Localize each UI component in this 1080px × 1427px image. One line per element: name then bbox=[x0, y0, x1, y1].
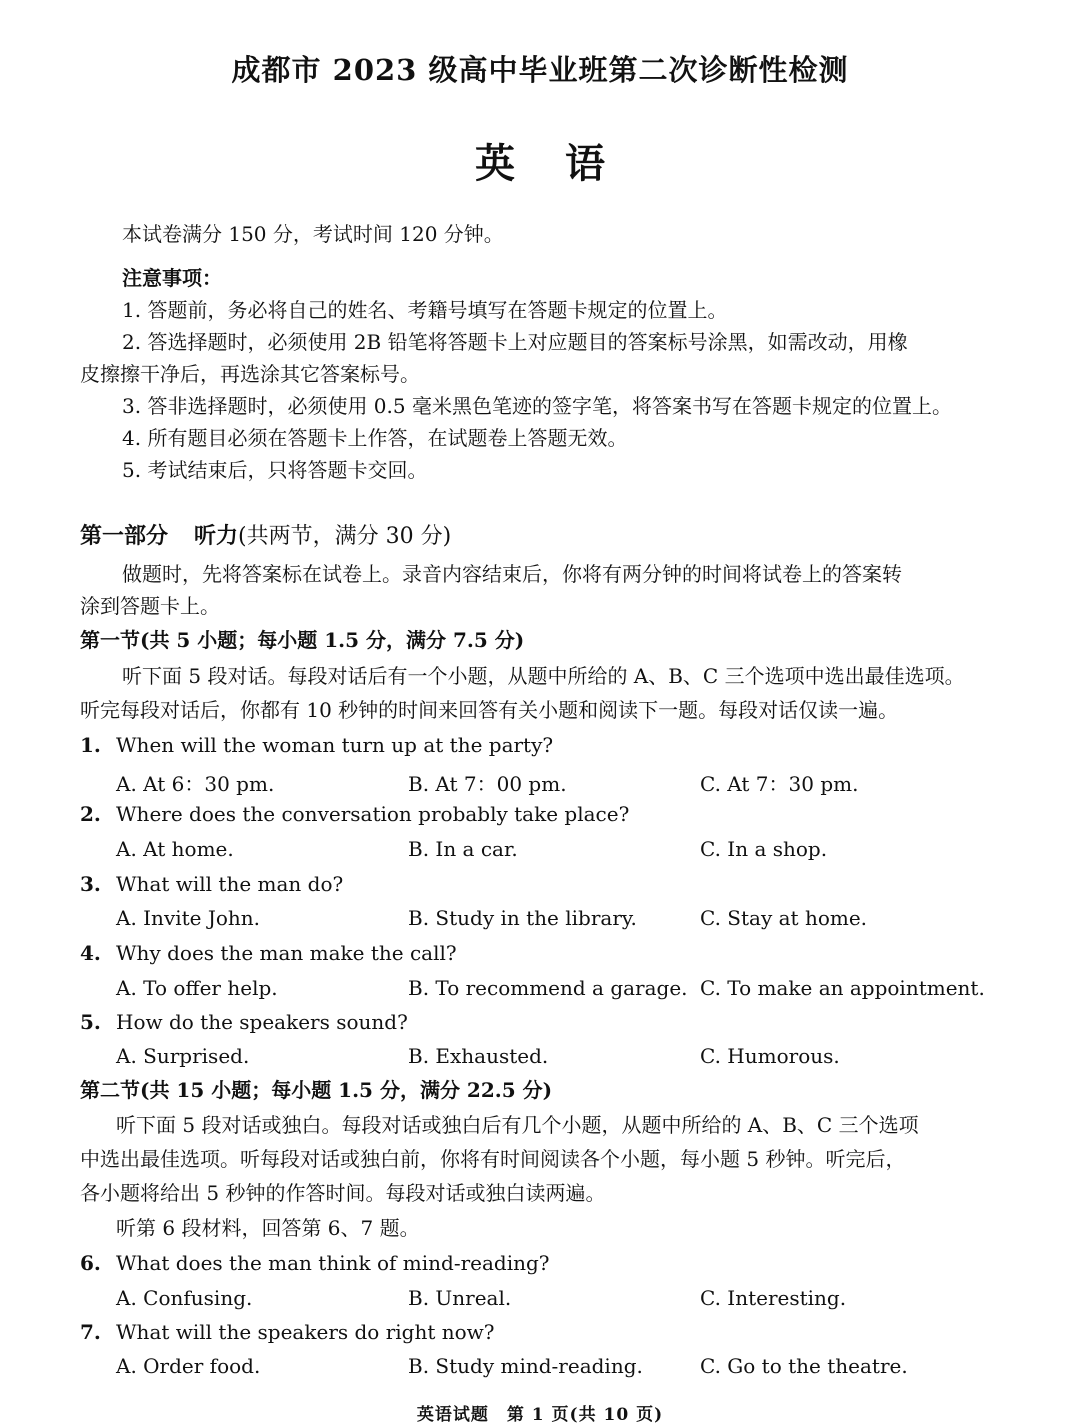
question-3-option-c: C. Stay at home. bbox=[700, 906, 868, 930]
question-2-option-c: C. In a shop. bbox=[700, 837, 828, 861]
notice-item-2-cont: 皮擦擦干净后，再选涂其它答案标号。 bbox=[80, 362, 420, 386]
section-2-instruction: 听下面 5 段对话或独白。每段对话或独白后有几个小题，从题中所给的 A、B、C 三个选项 bbox=[116, 1113, 919, 1137]
question-4-option-a: A. To offer help. bbox=[116, 976, 278, 1000]
subject-title: 英语 bbox=[475, 140, 655, 187]
question-7-number: 7. bbox=[80, 1320, 101, 1344]
page-footer: 英语试题 第 1 页(共 10 页) bbox=[416, 1405, 664, 1425]
question-5-text: How do the speakers sound? bbox=[116, 1010, 408, 1034]
question-4-text: Why does the man make the call? bbox=[116, 941, 457, 965]
question-4-option-b: B. To recommend a garage. bbox=[408, 976, 688, 1000]
section-2-instruction-cont-1: 中选出最佳选项。听每段对话或独白前，你将有时间阅读各个小题，每小题 5 秒钟。听完后， bbox=[80, 1147, 906, 1171]
notice-item-2: 2. 答选择题时，必须使用 2B 铅笔将答题卡上对应题目的答案标号涂黑，如需改动，用橡 bbox=[122, 330, 908, 354]
question-5-option-b: B. Exhausted. bbox=[408, 1044, 549, 1068]
notice-item-3: 3. 答非选择题时，必须使用 0.5 毫米黑色笔迹的签字笔，将答案书写在答题卡规定的位置上。 bbox=[122, 394, 952, 418]
section-1-heading: 第一节(共 5 小题；每小题 1.5 分，满分 7.5 分) bbox=[80, 628, 525, 652]
section-2-heading: 第二节(共 15 小题；每小题 1.5 分，满分 22.5 分) bbox=[80, 1078, 553, 1102]
question-2-number: 2. bbox=[80, 802, 101, 826]
question-6-option-a: A. Confusing. bbox=[116, 1286, 253, 1310]
notice-item-1: 1. 答题前，务必将自己的姓名、考籍号填写在答题卡规定的位置上。 bbox=[122, 298, 728, 322]
question-6-option-c: C. Interesting. bbox=[700, 1286, 847, 1310]
part-1-heading bbox=[80, 524, 451, 549]
question-7-text: What will the speakers do right now? bbox=[116, 1320, 495, 1344]
section-1-instruction-cont: 听完每段对话后，你都有 10 秒钟的时间来回答有关小题和阅读下一题。每段对话仅读一遍。 bbox=[80, 698, 899, 722]
question-3-number: 3. bbox=[80, 872, 101, 896]
question-5-number: 5. bbox=[80, 1010, 101, 1034]
notice-item-4: 4. 所有题目必须在答题卡上作答，在试题卷上答题无效。 bbox=[122, 426, 628, 450]
section-2-instruction-cont-2: 各小题将给出 5 秒钟的作答时间。每段对话或独白读两遍。 bbox=[80, 1181, 606, 1205]
question-6-number: 6. bbox=[80, 1251, 101, 1275]
question-3-option-a: A. Invite John. bbox=[116, 906, 261, 930]
question-5-option-a: A. Surprised. bbox=[116, 1044, 250, 1068]
question-7-option-a: A. Order food. bbox=[116, 1354, 261, 1378]
question-7-option-c: C. Go to the theatre. bbox=[700, 1354, 908, 1378]
material-6-note: 听第 6 段材料，回答第 6、7 题。 bbox=[116, 1216, 420, 1240]
question-1-text: When will the woman turn up at the party? bbox=[116, 733, 554, 757]
question-1-option-b: B. At 7：00 pm. bbox=[408, 772, 567, 796]
question-3-text: What will the man do? bbox=[116, 872, 344, 896]
part-1-name: 第一部分 bbox=[80, 523, 169, 549]
question-2-option-b: B. In a car. bbox=[408, 837, 518, 861]
question-7-option-b: B. Study mind-reading. bbox=[408, 1354, 643, 1378]
notice-title: 注意事项： bbox=[122, 266, 222, 290]
part-1-skill: 听力 bbox=[194, 523, 239, 549]
score-time-line: 本试卷满分 150 分，考试时间 120 分钟。 bbox=[122, 222, 504, 246]
exam-title: 成都市 2023 级高中毕业班第二次诊断性检测 bbox=[231, 53, 849, 87]
question-1-option-a: A. At 6：30 pm. bbox=[116, 772, 275, 796]
question-1-option-c: C. At 7：30 pm. bbox=[700, 772, 859, 796]
question-1-number: 1. bbox=[80, 733, 101, 757]
section-1-instruction: 听下面 5 段对话。每段对话后有一个小题，从题中所给的 A、B、C 三个选项中选出最佳选项。 bbox=[122, 664, 965, 688]
question-5-option-c: C. Humorous. bbox=[700, 1044, 840, 1068]
question-3-option-b: B. Study in the library. bbox=[408, 906, 637, 930]
part-1-instruction: 做题时，先将答案标在试卷上。录音内容结束后，你将有两分钟的时间将试卷上的答案转 bbox=[122, 562, 902, 586]
question-4-number: 4. bbox=[80, 941, 101, 965]
question-4-option-c: C. To make an appointment. bbox=[700, 976, 985, 1000]
question-2-text: Where does the conversation probably take place? bbox=[116, 802, 630, 826]
part-1-instruction-cont: 涂到答题卡上。 bbox=[80, 594, 220, 618]
question-2-option-a: A. At home. bbox=[116, 837, 234, 861]
notice-item-5: 5. 考试结束后，只将答题卡交回。 bbox=[122, 458, 428, 482]
question-6-option-b: B. Unreal. bbox=[408, 1286, 512, 1310]
question-6-text: What does the man think of mind-reading? bbox=[116, 1251, 550, 1275]
part-1-detail: (共两节，满分 30 分) bbox=[238, 524, 452, 549]
